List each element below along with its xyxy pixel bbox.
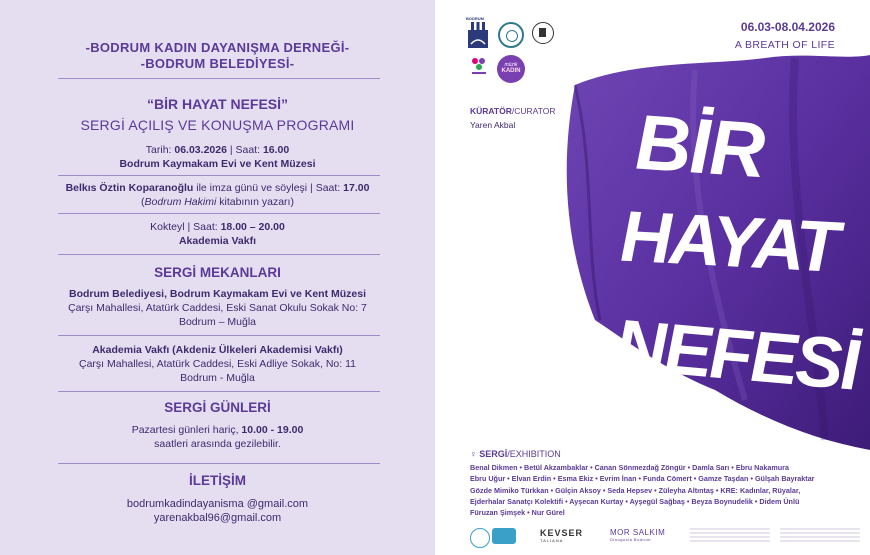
time-value: 16.00 <box>262 144 290 156</box>
purple-flag <box>515 40 870 450</box>
organization-line-1: -BODRUM KADIN DAYANIŞMA DERNEĞİ- <box>85 40 350 55</box>
divider <box>58 213 380 214</box>
artists-line: Ebru Uğur • Elvan Erdin • Esma Ekiz • Evrim İnan • Funda Cömert • Gamze Taşdan • Gülşah Bayraktar <box>470 474 815 484</box>
flag-word-3: NEFESİ <box>615 304 858 406</box>
tagline: A BREATH OF LIFE <box>734 39 835 51</box>
artists-line: Gözde Mimiko Türkkan • Gülçin Aksoy • Seda Hepsev • Züleyha Altıntaş • KRE: Kadınlar, Rüyalar, <box>470 485 801 495</box>
days-note: saatleri arasında gezilebilir. <box>154 438 281 450</box>
bodrum-logo <box>466 16 488 48</box>
days-line: Pazartesi günleri hariç, 10.00 - 19.00 <box>131 424 304 436</box>
venues-heading: SERGİ MEKANLARI <box>154 265 281 280</box>
divider <box>58 463 380 464</box>
divider <box>58 335 380 336</box>
signing-note: (Bodrum Hakimi kitabının yazarı) <box>141 196 294 208</box>
divider <box>58 78 380 79</box>
curator-label: KÜRATÖR/CURATOR <box>470 106 556 116</box>
venue-a-city: Bodrum – Muğla <box>178 316 257 328</box>
contact-heading: İLETİŞİM <box>189 473 246 488</box>
exhibition-label: ♀ SERGİ/EXHIBITION <box>470 449 561 459</box>
event-subtitle: SERGİ AÇILIŞ VE KONUŞMA PROGRAMI <box>80 117 355 133</box>
sponsor-logo-1 <box>470 528 490 548</box>
curator-name: Yaren Akbal <box>470 120 516 130</box>
divider <box>58 175 380 176</box>
divider <box>58 391 380 392</box>
artists-line: Füruzan Şimşek • Nur Gürel <box>470 508 565 518</box>
sponsor-logo-2 <box>492 528 516 544</box>
sponsors-row <box>470 526 865 548</box>
female-icon: ♀ <box>470 449 477 459</box>
venue-b-name: Akademia Vakfı (Akdeniz Ülkeleri Akademisi Vakfı) <box>92 344 343 356</box>
sponsor-fineprint-2 <box>780 528 860 544</box>
event-title: “BİR HAYAT NEFESİ” <box>146 96 289 112</box>
venue-b-address: Çarşı Mahallesi, Atatürk Caddesi, Eski Adliye Sokak, No: 11 <box>78 358 356 370</box>
organization-line-2: -BODRUM BELEDİYESİ- <box>140 56 295 71</box>
dayanisma-logo <box>470 56 488 76</box>
cocktail-venue: Akademia Vakfı <box>178 235 257 247</box>
sponsor-fineprint-1 <box>690 528 770 544</box>
date-line: Tarih: 06.03.2026 | Saat: 16.00 <box>145 144 290 156</box>
bodrum-logo-text: BODRUM <box>466 16 484 21</box>
kevser-logo: KEVSER TALIANA <box>540 528 584 543</box>
date-value: 06.03.2026 <box>174 144 227 156</box>
venue-a-name: Bodrum Belediyesi, Bodrum Kaymakam Evi ve Kent Müzesi <box>68 288 366 300</box>
mor-salkim-logo: MOR SALKIM Dinogusla Bodrum <box>610 528 666 542</box>
artwork-panel <box>435 0 870 555</box>
artist-list <box>470 462 850 518</box>
signing-line: Belkıs Öztin Koparanoğlu ile imza günü ve söyleşi | Saat: 17.00 <box>65 182 370 194</box>
days-heading: SERGİ GÜNLERİ <box>164 400 271 415</box>
muzik-kadin-logo: müzik KADIN <box>497 55 525 83</box>
email-1[interactable]: bodrumkadindayanisma @gmail.com <box>126 498 309 510</box>
venue-b-city: Bodrum - Muğla <box>180 372 255 384</box>
cocktail-line: Kokteyl | Saat: 18.00 – 20.00 <box>150 221 285 233</box>
divider <box>58 254 380 255</box>
artists-line: Ejderhalar Sanatçı Kolektifi • Ayşecan Kurtay • Ayşegül Sağbaş • Beyza Boynudelik • Didem Ünlü <box>470 496 800 506</box>
exhibition-dates: 06.03-08.04.2026 <box>740 20 835 34</box>
email-2[interactable]: yarenakbal96@gmail.com <box>153 512 282 524</box>
flag-word-2: HAYAT <box>620 196 837 288</box>
artists-line: Benal Dikmen • Betül Akzambaklar • Canan Sönmezdağ Zöngür • Damla Sarı • Ebru Nakamura <box>470 463 789 472</box>
venue-1: Bodrum Kaymakam Evi ve Kent Müzesi <box>119 158 316 170</box>
flag-word-1: BİR <box>635 97 764 195</box>
venue-a-address: Çarşı Mahallesi, Atatürk Caddesi, Eski Sanat Okulu Sokak No: 7 <box>68 302 367 314</box>
